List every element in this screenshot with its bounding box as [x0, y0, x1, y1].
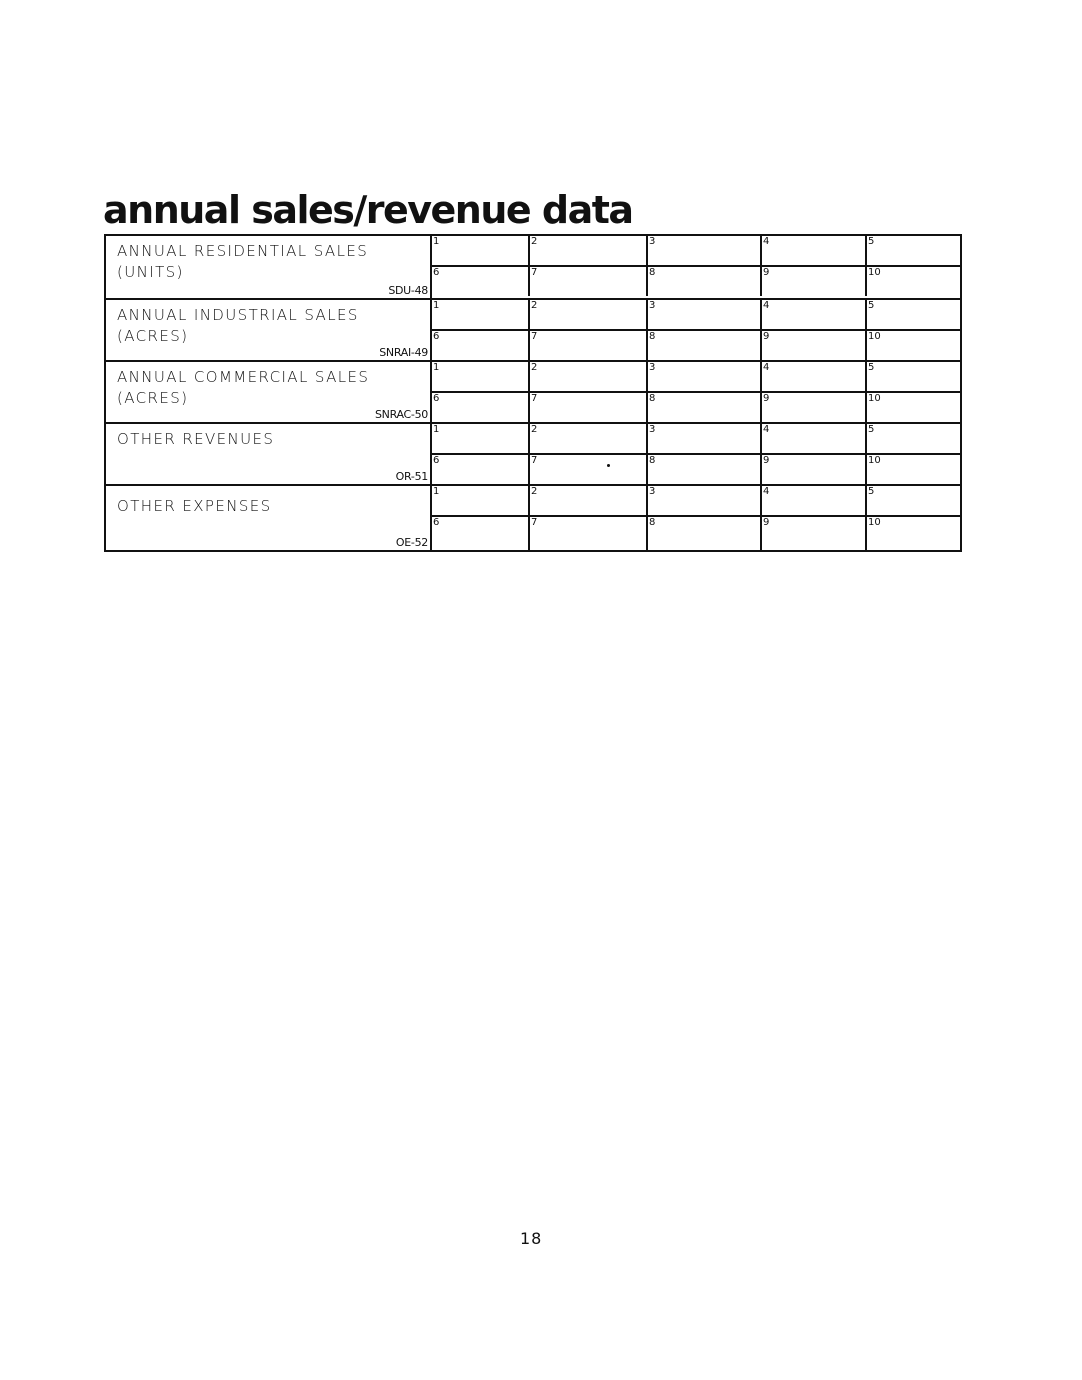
- entry-cell[interactable]: [528, 393, 646, 422]
- entry-cell[interactable]: [646, 486, 760, 515]
- cell-number: 5: [868, 424, 875, 435]
- entry-cell[interactable]: [528, 362, 646, 391]
- entry-cells: [432, 486, 960, 550]
- cell-number: 8: [649, 455, 656, 466]
- cell-number: 7: [531, 393, 538, 404]
- entry-cell[interactable]: [760, 362, 865, 391]
- cell-number: 5: [868, 486, 875, 497]
- cell-number: 4: [763, 362, 770, 373]
- cell-number: 9: [763, 331, 770, 342]
- form-row-other-revenues: [106, 422, 960, 484]
- entry-cell[interactable]: [432, 300, 528, 329]
- row-label-cell: [106, 362, 432, 422]
- entry-cell[interactable]: [432, 517, 528, 550]
- cell-number: 6: [433, 267, 440, 278]
- stray-mark: [607, 464, 610, 467]
- entry-row-top: [432, 300, 960, 329]
- entry-cell[interactable]: [865, 236, 960, 265]
- cell-number: 7: [531, 455, 538, 466]
- cell-number: 4: [763, 424, 770, 435]
- cell-number: 2: [531, 236, 538, 247]
- entry-row-top: [432, 424, 960, 453]
- cell-number: 10: [868, 455, 881, 466]
- row-code: OR-51: [395, 470, 428, 483]
- entry-cell[interactable]: [432, 331, 528, 360]
- cell-number: 10: [868, 393, 881, 404]
- entry-row-bottom: [432, 265, 960, 296]
- cell-number: 8: [649, 331, 656, 342]
- form-row-commercial-sales: [106, 360, 960, 422]
- entry-cell[interactable]: [528, 486, 646, 515]
- cell-number: 6: [433, 393, 440, 404]
- entry-cell[interactable]: [760, 517, 865, 550]
- cell-number: 3: [649, 300, 656, 311]
- entry-cell[interactable]: [760, 424, 865, 453]
- entry-cell[interactable]: [646, 517, 760, 550]
- entry-cell[interactable]: [646, 267, 760, 296]
- cell-number: 4: [763, 486, 770, 497]
- cell-number: 8: [649, 517, 656, 528]
- entry-cell[interactable]: [432, 393, 528, 422]
- cell-number: 10: [868, 517, 881, 528]
- entry-cell[interactable]: [528, 331, 646, 360]
- entry-cell[interactable]: [865, 455, 960, 484]
- row-label: ANNUAL COMMERCIAL SALES (ACRES): [117, 368, 370, 407]
- cell-number: 9: [763, 455, 770, 466]
- entry-cell[interactable]: [432, 455, 528, 484]
- entry-cell[interactable]: [646, 331, 760, 360]
- cell-number: 4: [763, 300, 770, 311]
- form-row-other-expenses: [106, 484, 960, 550]
- sales-revenue-form-table: [104, 234, 962, 552]
- entry-cell[interactable]: [865, 362, 960, 391]
- cell-number: 5: [868, 362, 875, 373]
- entry-row-top: [432, 486, 960, 515]
- form-row-industrial-sales: [106, 298, 960, 360]
- entry-row-top: [432, 362, 960, 391]
- entry-row-bottom: [432, 391, 960, 422]
- cell-number: 2: [531, 300, 538, 311]
- cell-number: 2: [531, 424, 538, 435]
- cell-number: 5: [868, 300, 875, 311]
- entry-cell[interactable]: [865, 331, 960, 360]
- entry-cell[interactable]: [528, 267, 646, 296]
- entry-cell[interactable]: [865, 393, 960, 422]
- entry-cell[interactable]: [760, 455, 865, 484]
- entry-cell[interactable]: [760, 236, 865, 265]
- row-code: OE-52: [395, 536, 428, 549]
- entry-cell[interactable]: [432, 486, 528, 515]
- page-title: annual sales∕revenue data: [103, 188, 633, 232]
- cell-number: 5: [868, 236, 875, 247]
- page-number: 18: [520, 1229, 543, 1248]
- cell-number: 7: [531, 517, 538, 528]
- cell-number: 1: [433, 236, 440, 247]
- cell-number: 3: [649, 236, 656, 247]
- row-label-cell: [106, 300, 432, 360]
- cell-number: 10: [868, 267, 881, 278]
- entry-cell[interactable]: [646, 455, 760, 484]
- entry-cell[interactable]: [646, 393, 760, 422]
- entry-cell[interactable]: [528, 236, 646, 265]
- row-code: SNRAC-50: [375, 408, 428, 421]
- entry-cell[interactable]: [528, 424, 646, 453]
- entry-cells: [432, 300, 960, 360]
- entry-cell[interactable]: [865, 424, 960, 453]
- entry-cell[interactable]: [432, 362, 528, 391]
- row-label-cell: [106, 424, 432, 484]
- cell-number: 3: [649, 424, 656, 435]
- entry-cell[interactable]: [760, 267, 865, 296]
- row-code: SNRAI-49: [379, 346, 428, 359]
- entry-cell[interactable]: [432, 267, 528, 296]
- row-label: ANNUAL INDUSTRIAL SALES (ACRES): [117, 306, 359, 345]
- entry-row-top: [432, 236, 960, 265]
- cell-number: 8: [649, 267, 656, 278]
- row-label-cell: [106, 236, 432, 298]
- entry-cell[interactable]: [760, 393, 865, 422]
- cell-number: 3: [649, 486, 656, 497]
- cell-number: 6: [433, 455, 440, 466]
- cell-number: 9: [763, 517, 770, 528]
- entry-cell[interactable]: [528, 455, 646, 484]
- entry-cell[interactable]: [528, 517, 646, 550]
- entry-row-bottom: [432, 515, 960, 550]
- cell-number: 9: [763, 393, 770, 404]
- cell-number: 1: [433, 486, 440, 497]
- entry-cells: [432, 236, 960, 298]
- entry-cell[interactable]: [760, 331, 865, 360]
- entry-cell[interactable]: [528, 300, 646, 329]
- cell-number: 3: [649, 362, 656, 373]
- entry-cell[interactable]: [646, 424, 760, 453]
- cell-number: 1: [433, 300, 440, 311]
- row-label-cell: [106, 486, 432, 550]
- cell-number: 7: [531, 331, 538, 342]
- entry-cell[interactable]: [760, 486, 865, 515]
- entry-cell[interactable]: [432, 236, 528, 265]
- entry-cell[interactable]: [760, 300, 865, 329]
- entry-cells: [432, 362, 960, 422]
- entry-cell[interactable]: [865, 267, 960, 296]
- cell-number: 6: [433, 517, 440, 528]
- entry-cell[interactable]: [646, 236, 760, 265]
- cell-number: 2: [531, 362, 538, 373]
- cell-number: 1: [433, 424, 440, 435]
- cell-number: 10: [868, 331, 881, 342]
- cell-number: 8: [649, 393, 656, 404]
- entry-row-bottom: [432, 453, 960, 484]
- cell-number: 7: [531, 267, 538, 278]
- entry-cell[interactable]: [432, 424, 528, 453]
- row-code: SDU-48: [388, 284, 428, 297]
- cell-number: 4: [763, 236, 770, 247]
- entry-cell[interactable]: [646, 300, 760, 329]
- row-label: OTHER EXPENSES: [117, 497, 272, 515]
- cell-number: 1: [433, 362, 440, 373]
- cell-number: 6: [433, 331, 440, 342]
- row-label: ANNUAL RESIDENTIAL SALES (UNITS): [117, 242, 369, 281]
- entry-cell[interactable]: [865, 486, 960, 515]
- entry-cell[interactable]: [646, 362, 760, 391]
- entry-cells: [432, 424, 960, 484]
- row-label: OTHER REVENUES: [117, 430, 275, 448]
- entry-cell[interactable]: [865, 517, 960, 550]
- form-row-residential-sales: [106, 236, 960, 298]
- cell-number: 9: [763, 267, 770, 278]
- entry-cell[interactable]: [865, 300, 960, 329]
- entry-row-bottom: [432, 329, 960, 360]
- cell-number: 2: [531, 486, 538, 497]
